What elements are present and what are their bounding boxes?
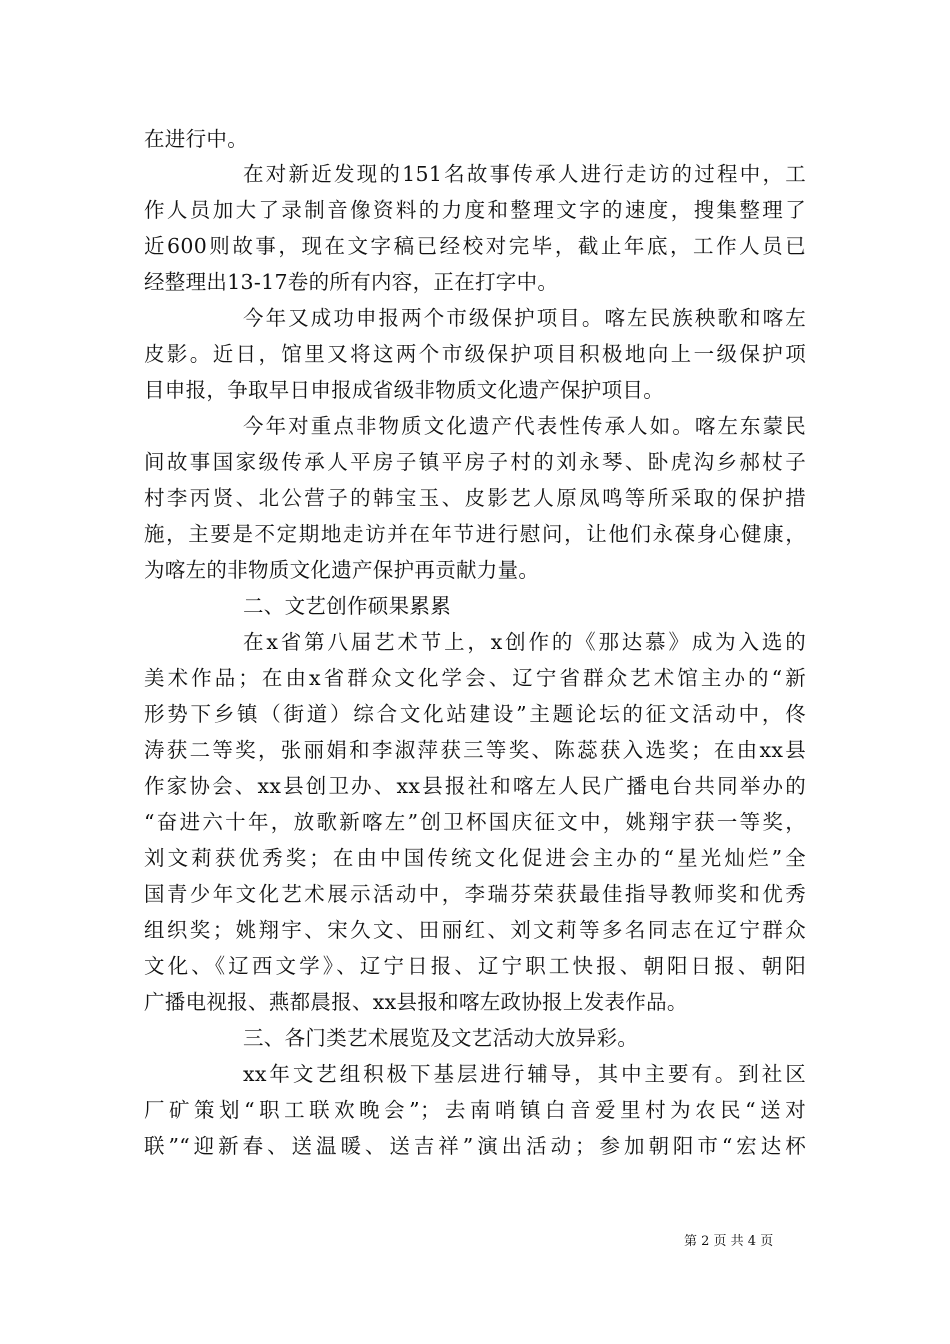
text-line: 厂矿策划“职工联欢晚会”；去南哨镇白音爱里村为农民“送对 [144, 1098, 806, 1122]
text-line: 作家协会、xx县创卫办、xx县报社和喀左人民广播电台共同举办的 [144, 774, 806, 798]
text-line: “奋进六十年，放歌新喀左”创卫杯国庆征文中，姚翔宇获一等奖， [144, 810, 806, 834]
text-line: 经整理出13-17卷的所有内容，正在打字中。 [144, 270, 559, 294]
text-line: 联”“迎新春、送温暖、送吉祥”演出活动；参加朝阳市“宏达杯 [144, 1134, 806, 1158]
text-line: 近600则故事，现在文字稿已经校对完毕，截止年底，工作人员已 [144, 234, 806, 258]
text-line: 刘文莉获优秀奖；在由中国传统文化促进会主办的“星光灿烂”全 [144, 846, 806, 870]
page-number-footer: 第 2 页 共 4 页 [684, 1234, 774, 1249]
paragraph-first-line: 在x省第八届艺术节上，x创作的《那达慕》成为入选的 [243, 630, 806, 654]
text-line: 美术作品；在由x省群众文化学会、辽宁省群众艺术馆主办的“新 [144, 666, 806, 690]
text-line: 目申报，争取早日申报成省级非物质文化遗产保护项目。 [144, 378, 664, 402]
text-line: 涛获二等奖，张丽娟和李淑萍获三等奖、陈蕊获入选奖；在由xx县 [144, 738, 806, 762]
text-line: 间故事国家级传承人平房子镇平房子村的刘永琴、卧虎沟乡郝杖子 [144, 450, 806, 474]
text-line: 文化、《辽西文学》、辽宁日报、辽宁职工快报、朝阳日报、朝阳 [144, 954, 806, 978]
text-line: 皮影。近日，馆里又将这两个市级保护项目积极地向上一级保护项 [144, 342, 806, 366]
text-line: 组织奖；姚翔宇、宋久文、田丽红、刘文莉等多名同志在辽宁群众 [144, 918, 806, 942]
text-line: 作人员加大了录制音像资料的力度和整理文字的速度，搜集整理了 [144, 198, 806, 222]
text-line: 国青少年文化艺术展示活动中，李瑞芬荣获最佳指导教师奖和优秀 [144, 882, 806, 906]
text-line: 形势下乡镇（街道）综合文化站建设”主题论坛的征文活动中，佟 [144, 702, 806, 726]
paragraph-first-line: 今年对重点非物质文化遗产代表性传承人如。喀左东蒙民 [243, 414, 806, 438]
text-line: 施，主要是不定期地走访并在年节进行慰问，让他们永葆身心健康， [144, 522, 806, 546]
section-heading: 二、文艺创作硕果累累 [243, 594, 451, 618]
text-line: 为喀左的非物质文化遗产保护再贡献力量。 [144, 558, 540, 582]
text-line: 广播电视报、燕都晨报、xx县报和喀左政协报上发表作品。 [144, 990, 688, 1014]
paragraph-first-line: 在对新近发现的151名故事传承人进行走访的过程中，工 [243, 162, 806, 186]
paragraph-first-line: xx年文艺组积极下基层进行辅导，其中主要有。到社区 [243, 1062, 806, 1086]
paragraph-first-line: 今年又成功申报两个市级保护项目。喀左民族秧歌和喀左 [243, 306, 806, 330]
section-heading: 三、各门类艺术展览及文艺活动大放异彩。 [243, 1026, 639, 1050]
text-line: 村李丙贤、北公营子的韩宝玉、皮影艺人原凤鸣等所采取的保护措 [144, 486, 806, 510]
text-line: 在进行中。 [144, 127, 248, 151]
